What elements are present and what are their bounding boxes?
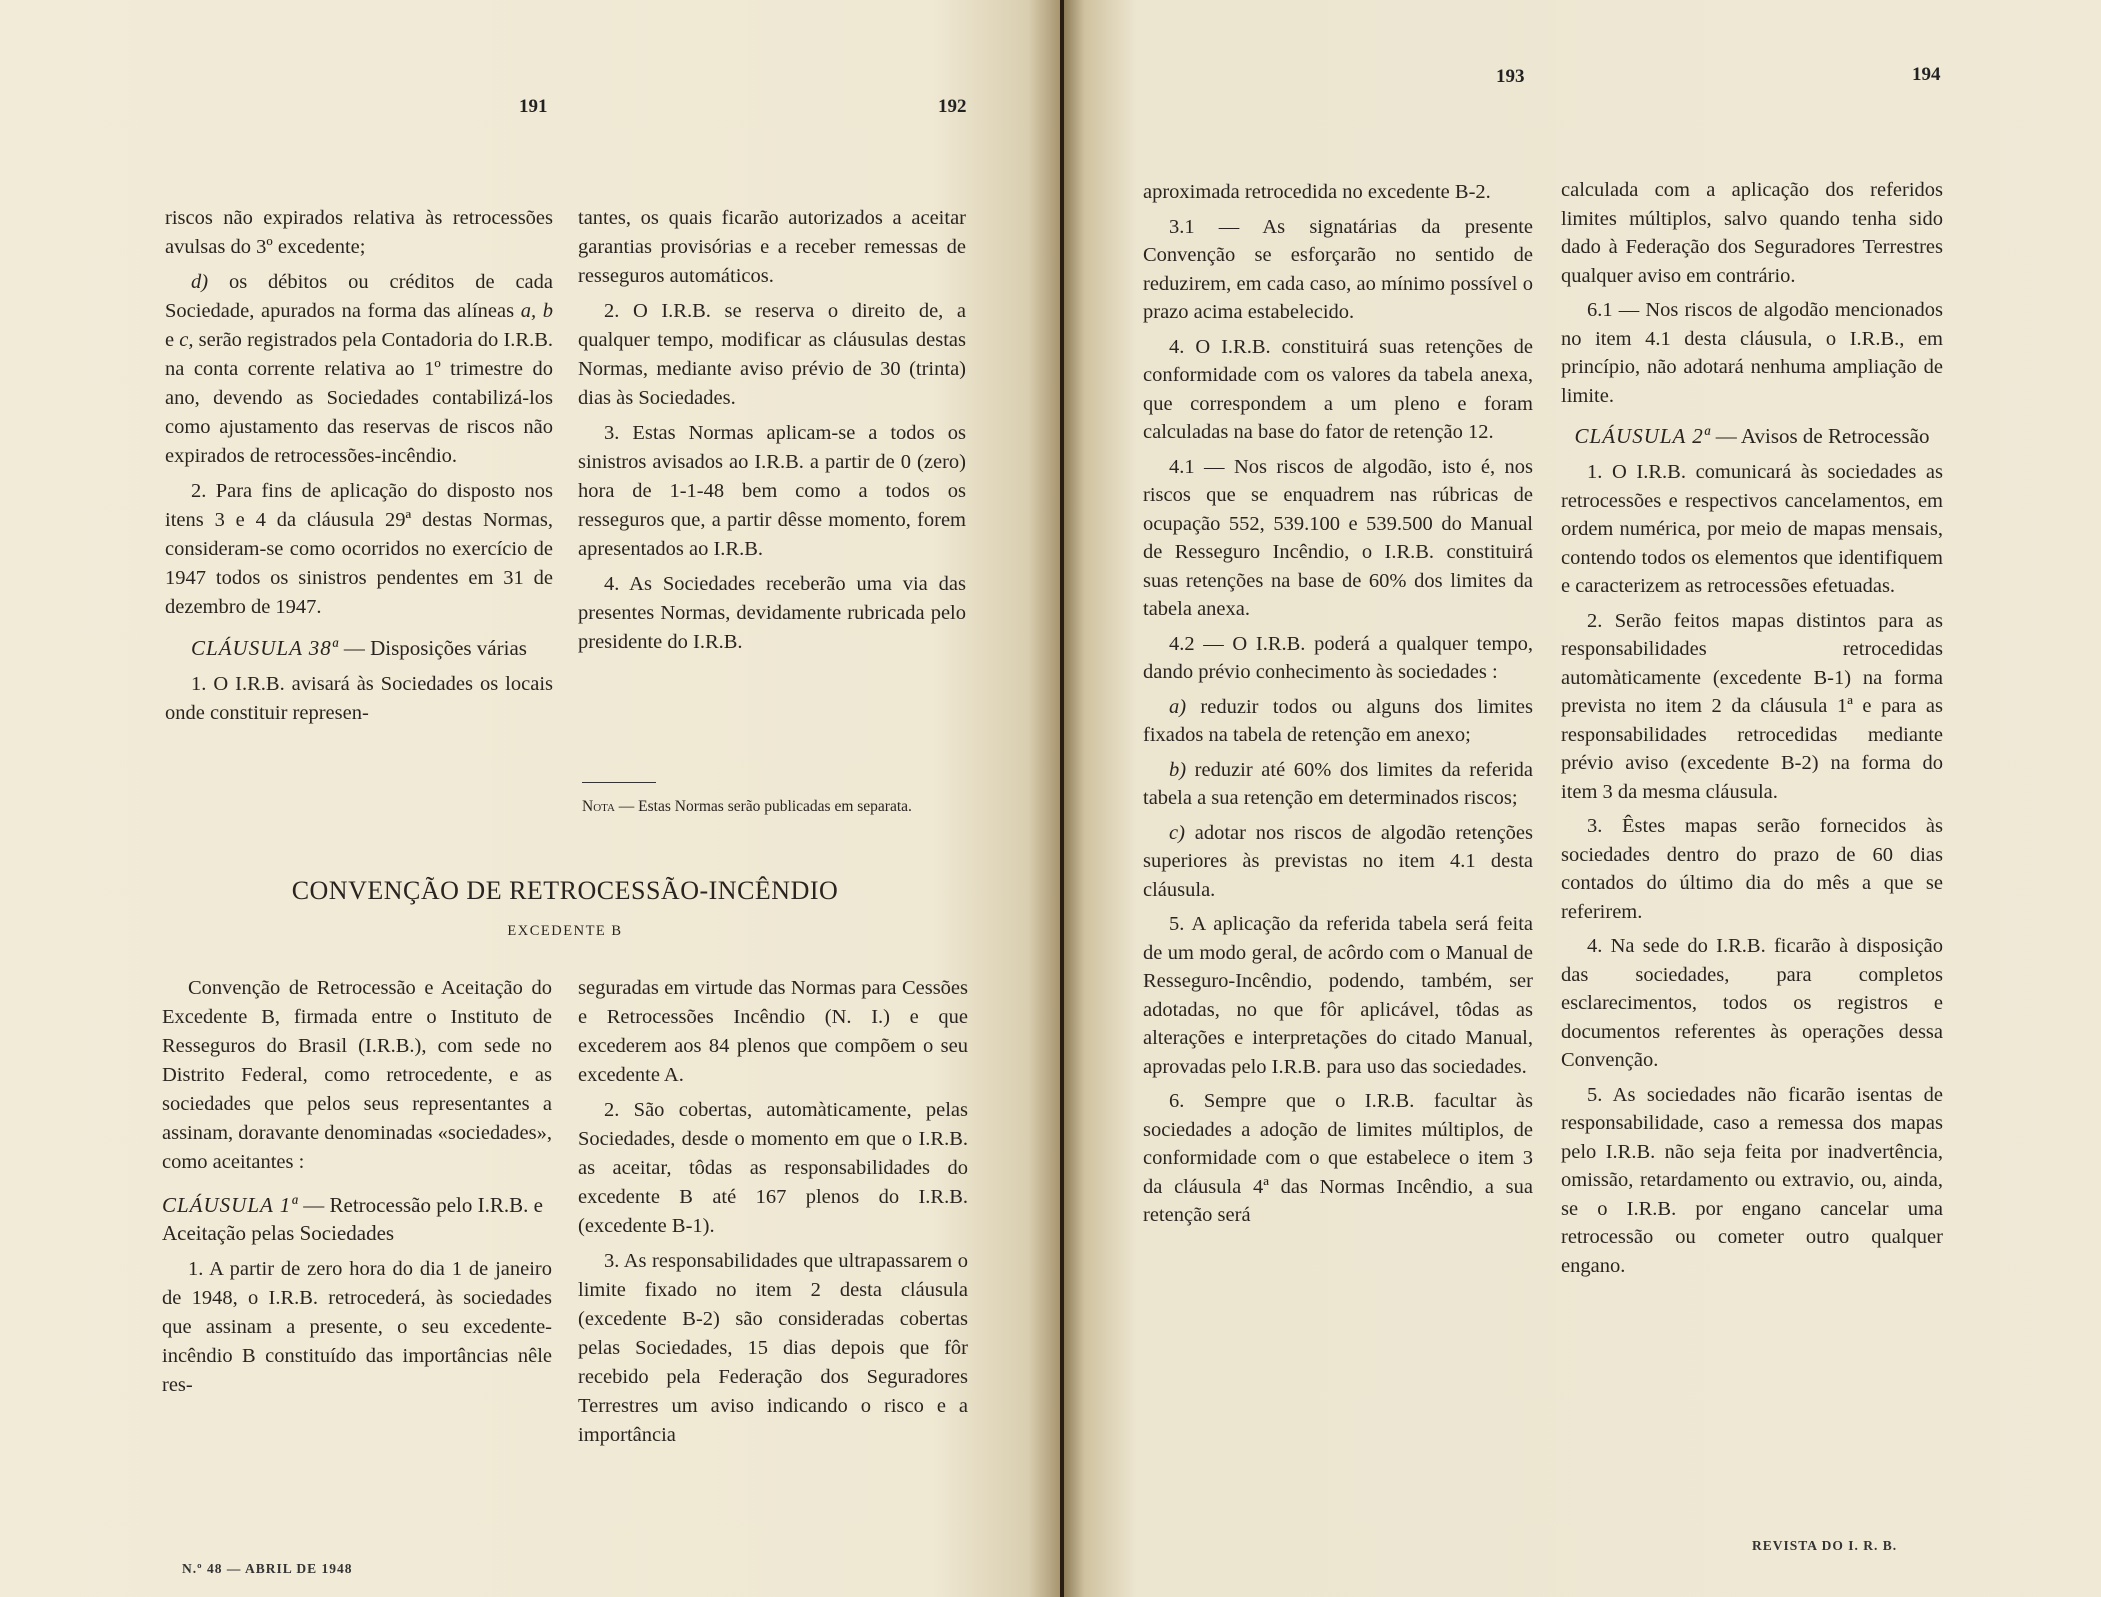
paragraph: 2. O I.R.B. se reserva o direito de, a qualquer tempo, modificar as cláusulas destas Normas, mediante aviso prévio de 30 (trinta) dias às Sociedades. [578,300,966,409]
paragraph: 3.1 — As signatárias da presente Convenção se esforçarão no sentido de reduzirem, em cada caso, ao mínimo possível o prazo acima estabelecido. [1143,215,1533,323]
paragraph: 2. Serão feitos mapas distintos para as responsabilidades retrocedidas automàticamente (excedente B-1) na forma prevista no item 2 da cláusula 1ª e para as responsabilidades retrocedidas mediante prévio aviso (excedente B-2) na forma do item 3 da mesma cláusula. [1561,609,1943,803]
paragraph: 5. A aplicação da referida tabela será feita de um modo geral, de acôrdo com o Manual de Resseguro-Incêndio, podendo, também, ser adotadas, no que fôr aplicável, tôdas as alterações e interpretações do citado Manual, aprovadas pelo I.R.B. para uso das sociedades. [1143,913,1533,1078]
left-column-2 [578,204,966,657]
paragraph: 4.1 — Nos riscos de algodão, isto é, nos riscos que se enquadrem nas rúbricas de ocupação 552, 539.100 e 539.500 do Manual de Resseguro Incêndio, o I.R.B. constituirá suas retenções na base de 60% dos limites da tabela anexa. [1143,455,1533,620]
clause-name: CLÁUSULA 1ª [162,1193,299,1217]
footnote-label: Nota [582,798,615,815]
clause-name: CLÁUSULA 2ª [1574,424,1711,448]
paragraph: 2. Para fins de aplicação do disposto nos itens 3 e 4 da cláusula 29ª destas Normas, consideram-se como ocorridos no exercício de 1947 todos os sinistros pendentes em 31 de dezembro de 1947. [165,480,553,618]
clause-heading [1561,422,1943,450]
left-column-4 [578,974,968,1450]
clause-name: CLÁUSULA 38ª [191,636,339,660]
left-column-1 [165,204,553,728]
text-span: serão registrados pela Contadoria do I.R.B. na conta corrente relativa ao 1º trimestre do ano, devendo as Sociedades contabilizá-los como ajustamento das reservas de riscos não expirados de retrocessões-incêndio. [165,329,554,467]
text-span: reduzir até 60% dos limites da referida tabela a sua retenção em determinados riscos; [1143,758,1533,809]
footnote-text: — Estas Normas serão publicadas em separata. [614,798,912,815]
item-label: a) [1169,695,1187,718]
footnote [582,797,970,816]
paragraph: Convenção de Retrocessão e Aceitação do Excedente B, firmada entre o Instituto de Resseguros do Brasil (I.R.B.), com sede no Distrito Federal, como retrocedente, e as sociedades que pelos seus representantes a assinam, doravante denominadas «sociedades», como aceitantes : [162,977,552,1173]
left-column-3 [162,974,552,1400]
text-span: reduzir todos ou alguns dos limites fixados na tabela de retenção em anexo; [1143,695,1533,746]
paragraph: 3. Estas Normas aplicam-se a todos os sinistros avisados ao I.R.B. a partir de 0 (zero) hora de 1-1-48 bem como a todos os resseguros que, a partir dêsse momento, forem apresentados ao I.R.B. [578,422,966,560]
item-label: d) [191,271,209,293]
paragraph: 6.1 — Nos riscos de algodão mencionados no item 4.1 desta cláusula, o I.R.B., em princípio, não adotará nenhuma ampliação de limite. [1561,299,1943,407]
clause-title: — Avisos de Retrocessão [1710,424,1930,448]
footnote-rule [582,782,656,783]
paragraph: 1. A partir de zero hora do dia 1 de janeiro de 1948, o I.R.B. retrocederá, às sociedades que assinam a presente, o seu excedente-incêndio B constituído das importâncias nêle res- [162,1258,552,1396]
text-span: os débitos ou créditos de cada Sociedade, apurados na forma das alíneas [165,271,553,322]
paragraph: calculada com a aplicação dos referidos limites múltiplos, salvo quando tenha sido dado à Federação dos Seguradores Terrestres qualquer aviso em contrário. [1561,179,1943,287]
paragraph: 3. As responsabilidades que ultrapassarem o limite fixado no item 2 desta cláusula (excedente B-2) são consideradas cobertas pelas Sociedades, 15 dias depois que fôr recebido pela Federação dos Seguradores Terrestres um aviso indicando o risco e a importância [578,1250,968,1446]
section-subheading: EXCEDENTE B [507,923,623,939]
paragraph: tantes, os quais ficarão autorizados a aceitar garantias provisórias e a receber remessas de resseguros automáticos. [578,207,966,287]
paragraph: 2. São cobertas, automàticamente, pelas Sociedades, desde o momento em que o I.R.B. as aceitar, tôdas as responsabilidades do excedente B até 167 plenos do I.R.B. (excedente B-1). [578,1099,968,1237]
page-number-194: 194 [1912,64,1941,85]
paragraph [1143,756,1533,813]
text-span: e [165,329,180,351]
paragraph: riscos não expirados relativa às retrocessões avulsas do 3º excedente; [165,207,553,258]
right-column-2 [1561,176,1943,1280]
page-number-193: 193 [1496,66,1525,87]
paragraph: 3. Êstes mapas serão fornecidos às sociedades dentro do prazo de 60 dias contados do último dia do mês a que se referirem. [1561,815,1943,923]
clause-heading [165,634,553,662]
item-label: b) [1169,758,1187,781]
item-label: c) [1169,821,1185,844]
paragraph: 4. Na sede do I.R.B. ficarão à disposição das sociedades, para completos esclarecimentos, todos os registros e documentos referentes às operações dessa Convenção. [1561,935,1943,1071]
paragraph: 5. As sociedades não ficarão isentas de responsabilidade, caso a remessa dos mapas pelo I.R.B. não seja feita por inadvertência, omissão, retardamento ou extravio, ou, ainda, se o I.R.B. por engano cancelar uma retrocessão ou cometer outro qualquer engano. [1561,1083,1943,1277]
paragraph: 1. O I.R.B. comunicará às sociedades as retrocessões e respectivos cancelamentos, em ordem numérica, por meio de mapas mensais, contendo todos os elementos que identifiquem e caracterizem as retrocessões efetuadas. [1561,461,1943,597]
paragraph: 4. As Sociedades receberão uma via das presentes Normas, devidamente rubricada pelo presidente do I.R.B. [578,573,966,653]
text-span: a, b [520,300,553,322]
paragraph: seguradas em virtude das Normas para Cessões e Retrocessões Incêndio (N. I.) e que excederem aos 84 plenos que compõem o seu excedente A. [578,977,968,1086]
text-span: adotar nos riscos de algodão retenções superiores às previstas no item 4.1 desta cláusula. [1143,821,1533,901]
right-column-1 [1143,178,1533,1230]
clause-title: — Disposições várias [338,636,527,660]
paragraph: 4. O I.R.B. constituirá suas retenções de conformidade com os valores da tabela anexa, que correspondem a um pleno e foram calculadas na base do fator de retenção 12. [1143,335,1533,443]
right-page [1064,0,2101,1597]
page-footer: N.º 48 — ABRIL DE 1948 [182,1561,353,1576]
paragraph: aproximada retrocedida no excedente B-2. [1143,181,1491,203]
paragraph [1143,819,1533,905]
page-number-192: 192 [938,96,967,117]
paragraph [165,268,553,471]
section-heading: CONVENÇÃO DE RETROCESSÃO-INCÊNDIO [291,876,839,905]
paragraph [1143,693,1533,750]
clause-title: — Retrocessão pelo I.R.B. e Aceitação pelas Sociedades [162,1193,543,1245]
paragraph: 4.2 — O I.R.B. poderá a qualquer tempo, dando prévio conhecimento às sociedades : [1143,632,1533,683]
page-number-191: 191 [519,96,548,117]
paragraph: 6. Sempre que o I.R.B. facultar às sociedades a adoção de limites múltiplos, de conformidade com o que estabelece o item 3 da cláusula 4ª das Normas Incêndio, a sua retenção será [1143,1090,1533,1226]
paragraph: 1. O I.R.B. avisará às Sociedades os locais onde constituir represen- [165,673,553,724]
text-span: c, [179,329,194,351]
page-footer: REVISTA DO I. R. B. [1752,1538,1898,1553]
clause-heading [162,1191,552,1247]
